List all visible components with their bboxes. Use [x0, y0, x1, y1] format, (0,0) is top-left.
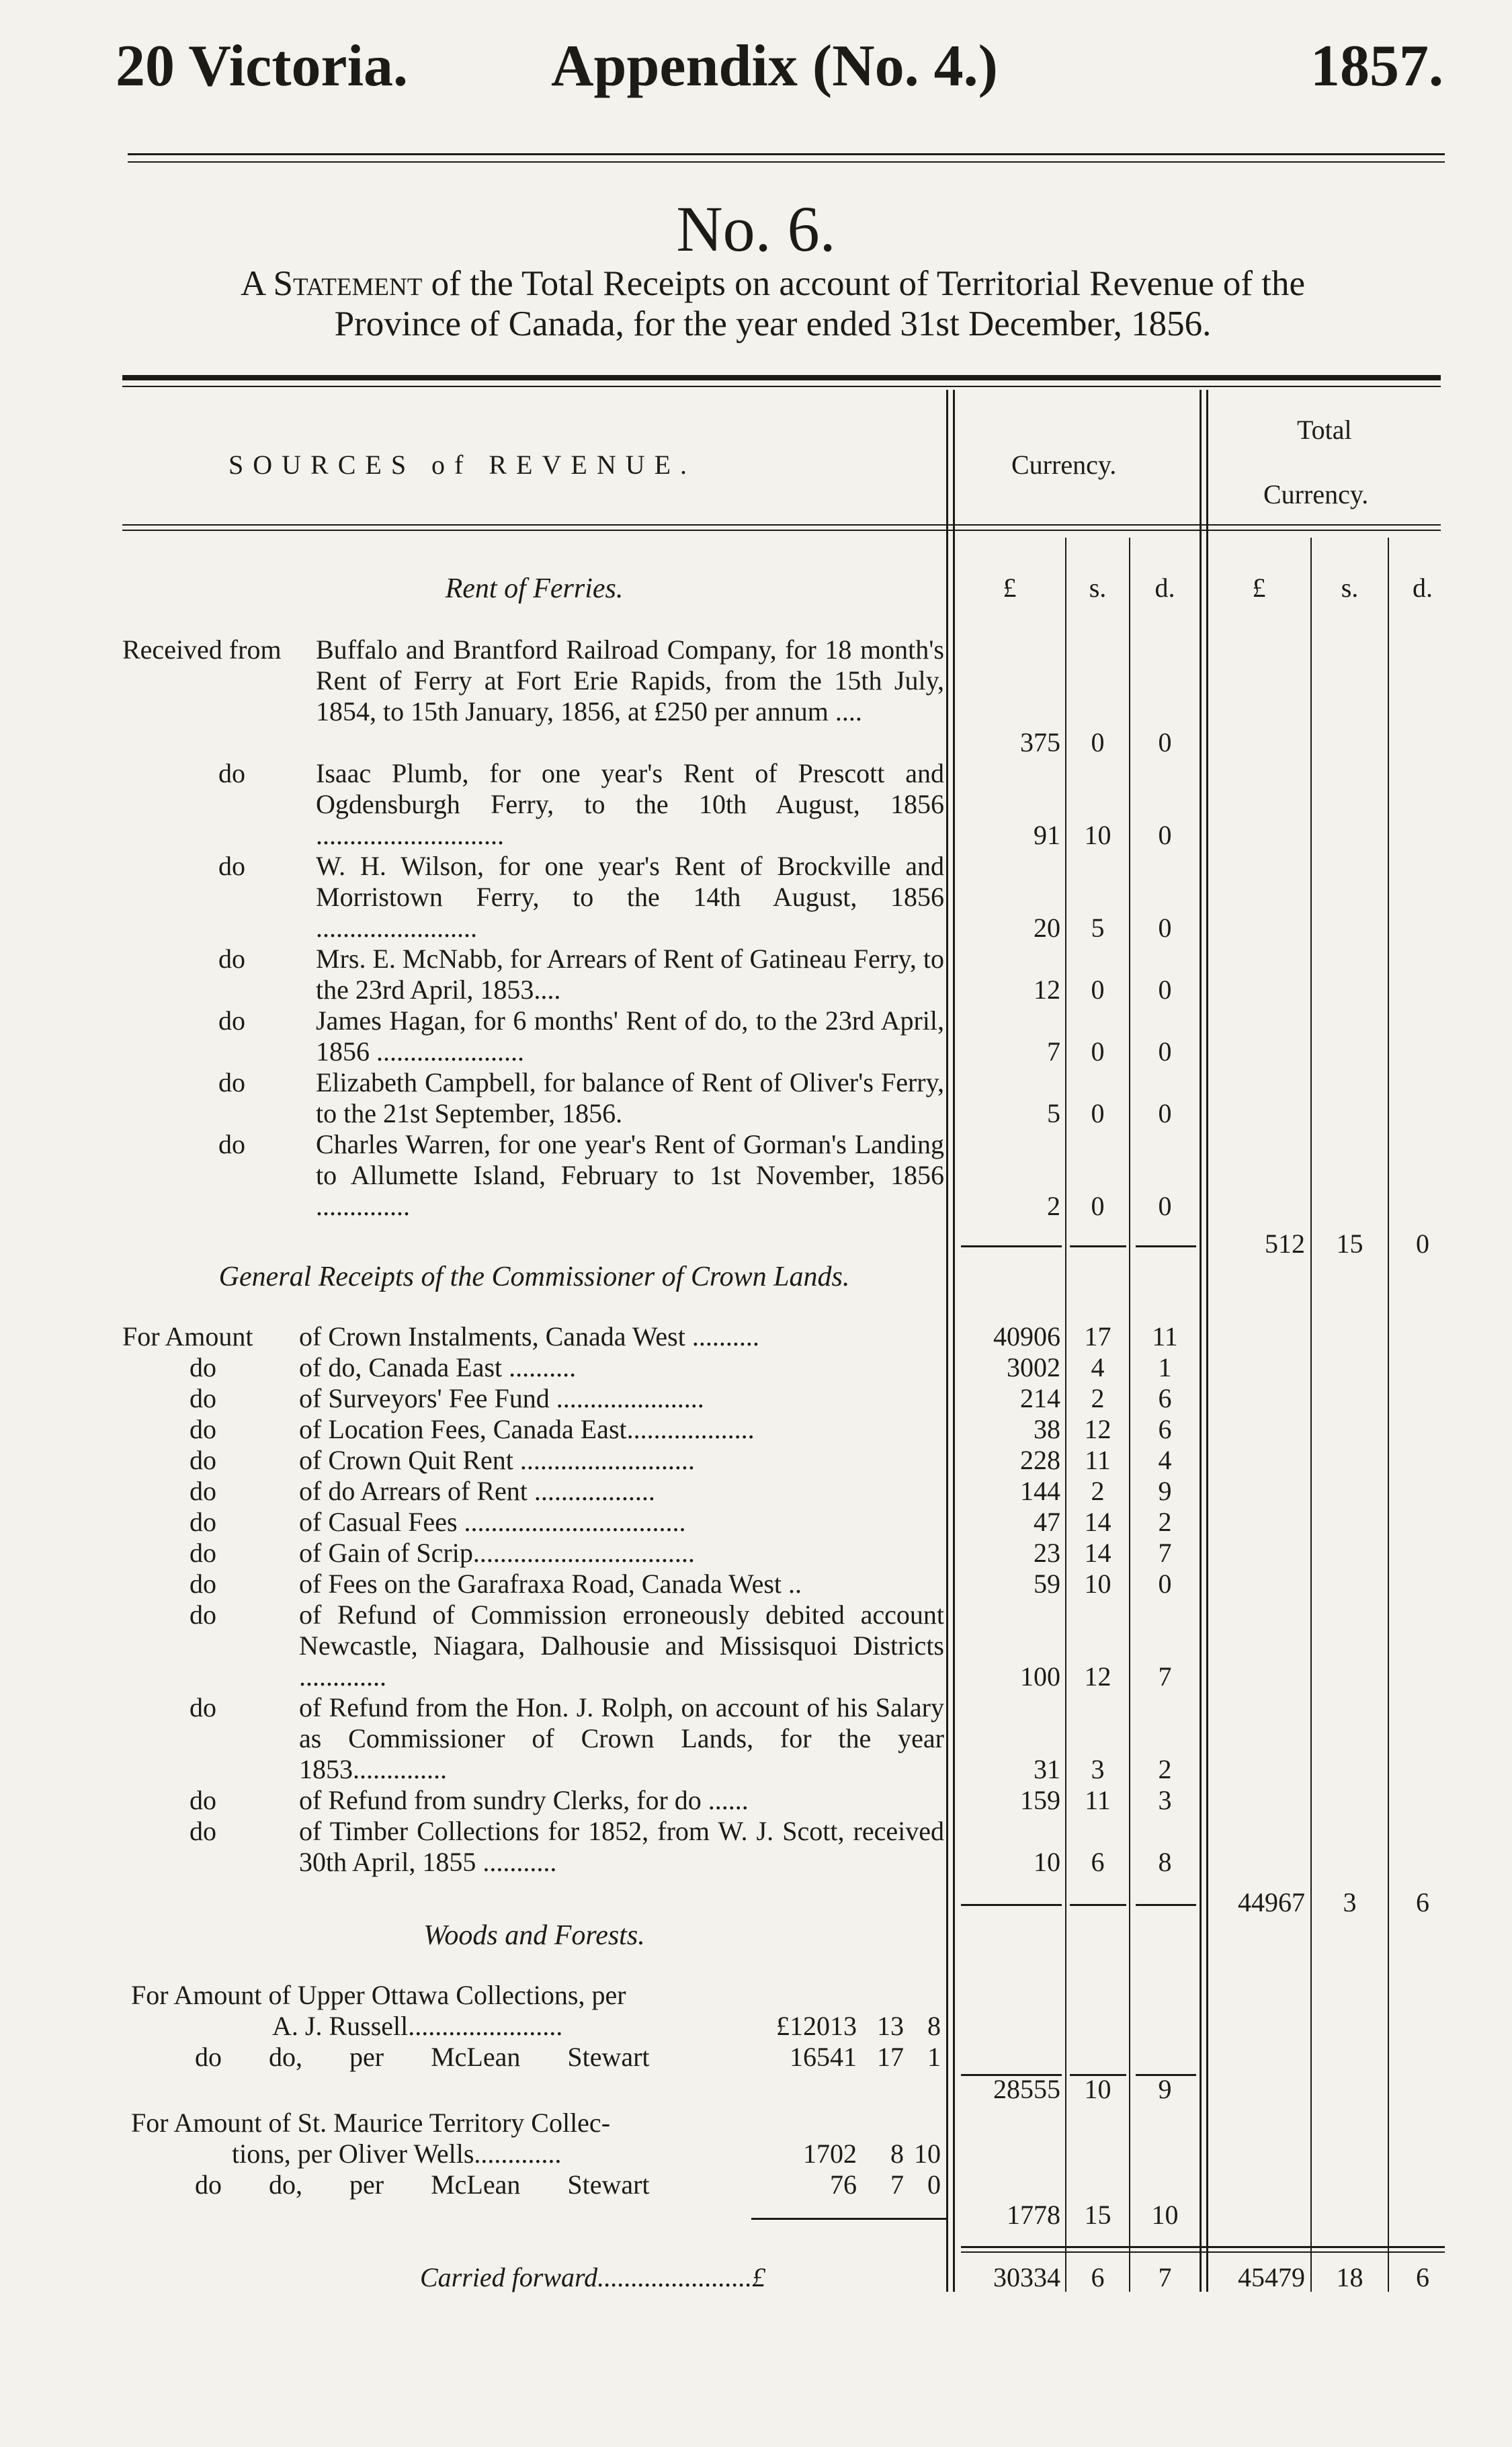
crown-total-pound: 44967	[1238, 1887, 1305, 1917]
ottawa-line-2: A. J. Russell.......................	[272, 2011, 563, 2041]
row-shilling: 0	[1091, 727, 1105, 757]
sub-head-total-pence: d.	[1413, 573, 1433, 603]
stmaurice-b-pound: 76	[830, 2169, 857, 2200]
carried-total-shilling: 18	[1336, 2262, 1363, 2292]
row-prefix: do	[190, 1538, 216, 1568]
crown-rule-l	[961, 1904, 1062, 1906]
row-shilling: 3	[1091, 1754, 1105, 1784]
ottawa-total-pound: 28555	[993, 2074, 1060, 2104]
ottawa-do-line: do do, per McLean Stewart	[195, 2042, 650, 2072]
stmaurice-line-1: For Amount of St. Maurice Territory Collec-	[131, 2108, 611, 2138]
row-pence: 2	[1158, 1507, 1172, 1537]
document-number: No. 6.	[676, 193, 836, 265]
row-pound: 20	[1034, 913, 1060, 943]
row-shilling: 12	[1084, 1661, 1111, 1692]
row-description: of Refund from the Hon. J. Rolph, on account of his Salary as Commissioner of Crown Lands, for the year 1853..............	[299, 1692, 944, 1784]
header-appendix: Appendix (No. 4.)	[551, 34, 998, 99]
ferries-rule-d	[1136, 1245, 1196, 1247]
row-shilling: 12	[1084, 1414, 1111, 1444]
section-ferries: Rent of Ferries.	[445, 573, 624, 604]
row-description: Mrs. E. McNabb, for Arrears of Rent of Gatineau Ferry, to the 23rd April, 1853....	[316, 944, 944, 1005]
row-pence: 8	[1158, 1847, 1172, 1877]
row-description: James Hagan, for 6 months' Rent of do, to the 23rd April, 1856 ......................	[316, 1005, 944, 1067]
carried-total-pound: 45479	[1238, 2262, 1305, 2292]
row-description: of do, Canada East ..........	[299, 1352, 577, 1382]
stmaurice-sub-rule	[751, 2218, 946, 2220]
row-pound: 214	[1020, 1383, 1060, 1413]
row-pound: 7	[1047, 1036, 1060, 1067]
row-shilling: 14	[1084, 1538, 1111, 1568]
row-pound: 10	[1034, 1847, 1060, 1877]
crown-rule-s	[1070, 1904, 1126, 1906]
row-prefix: do	[190, 1445, 216, 1475]
header-rule-2	[128, 161, 1445, 163]
row-description: of Refund of Commission erroneously debited account Newcastle, Niagara, Dalhousie and Missisquoi Districts .............	[299, 1600, 944, 1692]
col-head-total-currency: Currency.	[1263, 479, 1369, 509]
row-pence: 3	[1158, 1785, 1172, 1815]
title-line-2: Province of Canada, for the year ended 31st December, 1856.	[334, 304, 1212, 343]
row-prefix: do	[218, 944, 245, 974]
sub-head-total-pound: £	[1252, 573, 1266, 603]
section-woods: Woods and Forests.	[423, 1920, 645, 1951]
row-pound: 59	[1034, 1569, 1060, 1599]
col-rule-total-2	[1206, 390, 1208, 2292]
row-shilling: 14	[1084, 1507, 1111, 1537]
carried-forward-label: Carried forward.......................£	[420, 2262, 766, 2292]
ottawa-total-shilling: 10	[1084, 2074, 1111, 2104]
row-pound: 23	[1034, 1538, 1060, 1568]
table-top-rule-2	[122, 386, 1441, 387]
row-pence: 11	[1152, 1321, 1178, 1352]
table-top-rule	[122, 375, 1441, 380]
row-prefix: do	[218, 1005, 245, 1036]
col-rule-sources	[946, 390, 948, 2292]
row-shilling: 17	[1084, 1321, 1111, 1352]
sub-head-total-shilling: s.	[1341, 573, 1359, 603]
col-rule-total	[1200, 390, 1202, 2292]
row-prefix: do	[190, 1692, 216, 1723]
title-lead: A Statement	[240, 264, 423, 303]
row-pence: 0	[1158, 913, 1172, 943]
row-shilling: 10	[1084, 820, 1111, 850]
header-year: 1857.	[1310, 34, 1443, 99]
header-session: 20 Victoria.	[116, 34, 409, 99]
row-pence: 6	[1158, 1414, 1172, 1444]
row-description: of Location Fees, Canada East...................	[299, 1414, 755, 1444]
stmaurice-total-pence: 10	[1151, 2200, 1179, 2230]
ottawa-b-pence: 1	[927, 2042, 941, 2072]
document-title	[101, 263, 1445, 344]
row-prefix: do	[190, 1785, 216, 1815]
title-rest: of the Total Receipts on account of Territorial Revenue of the	[422, 264, 1306, 303]
ferries-intro: Received from	[122, 634, 282, 665]
row-pence: 4	[1158, 1445, 1172, 1475]
ottawa-total-pence: 9	[1158, 2074, 1172, 2104]
col-head-total: Total	[1297, 415, 1352, 445]
stmaurice-line-2: tions, per Oliver Wells.............	[232, 2139, 562, 2169]
stmaurice-a-shilling: 8	[890, 2139, 904, 2169]
row-prefix: do	[190, 1507, 216, 1537]
row-description: of do Arrears of Rent ..................	[299, 1476, 655, 1506]
crown-rule-d	[1136, 1904, 1196, 1906]
ottawa-line-1: For Amount of Upper Ottawa Collections, per	[131, 1980, 626, 2010]
row-description: of Fees on the Garafraxa Road, Canada West ..	[299, 1569, 802, 1599]
col-rule-total-d	[1388, 538, 1389, 2292]
section-crown-lands: General Receipts of the Commissioner of Crown Lands.	[218, 1261, 850, 1292]
row-pound: 100	[1020, 1661, 1060, 1692]
ferries-rule-s	[1070, 1245, 1126, 1247]
row-description: of Casual Fees .................................	[299, 1507, 686, 1537]
row-pence: 1	[1158, 1352, 1172, 1382]
crown-total-shilling: 3	[1343, 1887, 1357, 1917]
row-pound: 47	[1034, 1507, 1060, 1537]
row-shilling: 10	[1084, 1569, 1111, 1599]
row-shilling: 6	[1091, 1847, 1105, 1877]
row-description: W. H. Wilson, for one year's Rent of Brockville and Morristown Ferry, to the 14th August, 1856 ........................	[316, 851, 944, 943]
row-description: Charles Warren, for one year's Rent of Gorman's Landing to Allumette Island, February to 1st November, 1856 ..............	[316, 1129, 944, 1221]
row-prefix: do	[190, 1352, 216, 1382]
row-shilling: 5	[1091, 913, 1105, 943]
row-prefix: do	[190, 1600, 216, 1630]
carried-shilling: 6	[1091, 2262, 1105, 2292]
stmaurice-a-pence: 10	[914, 2139, 941, 2169]
row-shilling: 0	[1091, 1191, 1105, 1221]
carried-pound: 30334	[993, 2262, 1060, 2292]
row-pound: 228	[1020, 1445, 1060, 1475]
row-pound: 375	[1020, 727, 1060, 757]
header-bottom-rule	[122, 524, 1441, 526]
row-pence: 6	[1158, 1383, 1172, 1413]
row-prefix: do	[190, 1816, 216, 1846]
ottawa-a-pound: £12013	[776, 2011, 857, 2041]
row-prefix: do	[218, 1129, 245, 1159]
row-pence: 9	[1158, 1476, 1172, 1506]
col-rule-total-s	[1310, 538, 1312, 2292]
row-pence: 7	[1158, 1661, 1172, 1692]
carried-rule-2	[961, 2251, 1445, 2253]
row-pound: 5	[1047, 1098, 1060, 1128]
sub-head-shilling: s.	[1089, 573, 1107, 603]
row-description: of Crown Instalments, Canada West ..........	[299, 1321, 759, 1352]
sub-head-pence: d.	[1154, 573, 1175, 603]
row-description: of Timber Collections for 1852, from W. J. Scott, received 30th April, 1855 ...........	[299, 1816, 944, 1877]
crown-total-pence: 6	[1416, 1887, 1429, 1917]
carried-pence: 7	[1158, 2262, 1172, 2292]
row-prefix: do	[218, 1067, 245, 1097]
ferries-total-pence: 0	[1416, 1229, 1429, 1259]
ottawa-b-pound: 16541	[790, 2042, 857, 2072]
row-description: Buffalo and Brantford Railroad Company, for 18 month's Rent of Ferry at Fort Erie Rapids, from the 15th July, 1854, to 15th January, 1856, at £250 per annum ....	[316, 634, 944, 727]
row-pound: 40906	[993, 1321, 1060, 1352]
row-pound: 12	[1034, 974, 1060, 1005]
header-bottom-rule-2	[122, 530, 1441, 531]
row-prefix: do	[190, 1569, 216, 1599]
carried-rule	[961, 2246, 1445, 2248]
col-head-currency: Currency.	[1011, 450, 1117, 480]
row-prefix: For Amount	[122, 1321, 253, 1352]
stmaurice-do-line: do do, per McLean Stewart	[195, 2169, 650, 2200]
row-description: of Crown Quit Rent ..........................	[299, 1445, 695, 1475]
stmaurice-b-pence: 0	[927, 2169, 941, 2200]
stmaurice-total-shilling: 15	[1084, 2200, 1111, 2230]
sub-head-pound: £	[1003, 573, 1017, 603]
row-description: Isaac Plumb, for one year's Rent of Prescott and Ogdensburgh Ferry, to the 10th August, 1856 ............................	[316, 758, 944, 850]
row-pence: 0	[1158, 1036, 1172, 1067]
row-prefix: do	[190, 1414, 216, 1444]
row-pound: 159	[1020, 1785, 1060, 1815]
row-shilling: 4	[1091, 1352, 1105, 1382]
ottawa-a-shilling: 13	[877, 2011, 904, 2041]
ferries-total-shilling: 15	[1336, 1229, 1363, 1259]
stmaurice-a-pound: 1702	[803, 2139, 857, 2169]
row-shilling: 0	[1091, 1036, 1105, 1067]
row-prefix: do	[218, 851, 245, 881]
row-prefix: do	[190, 1383, 216, 1413]
row-pence: 2	[1158, 1754, 1172, 1784]
row-shilling: 0	[1091, 1098, 1105, 1128]
ferries-rule-l	[961, 1245, 1062, 1247]
col-head-sources: SOURCES of REVENUE.	[228, 450, 697, 480]
row-shilling: 2	[1091, 1476, 1105, 1506]
row-description: of Refund from sundry Clerks, for do ......	[299, 1785, 749, 1815]
carried-total-pence: 6	[1416, 2262, 1429, 2292]
row-pound: 144	[1020, 1476, 1060, 1506]
row-prefix: do	[218, 758, 245, 788]
row-pound: 91	[1034, 820, 1060, 850]
ferries-total-pound: 512	[1265, 1229, 1305, 1259]
row-shilling: 11	[1085, 1445, 1111, 1475]
row-pence: 0	[1158, 1569, 1172, 1599]
header-rule	[128, 153, 1445, 155]
stmaurice-total-pound: 1778	[1007, 2200, 1060, 2230]
row-prefix: do	[190, 1476, 216, 1506]
row-pound: 2	[1047, 1191, 1060, 1221]
row-pence: 7	[1158, 1538, 1172, 1568]
row-shilling: 11	[1085, 1785, 1111, 1815]
stmaurice-b-shilling: 7	[890, 2169, 904, 2200]
row-pence: 0	[1158, 727, 1172, 757]
row-pound: 3002	[1007, 1352, 1060, 1382]
row-pound: 38	[1034, 1414, 1060, 1444]
row-shilling: 0	[1091, 974, 1105, 1005]
row-pence: 0	[1158, 820, 1172, 850]
row-pence: 0	[1158, 1098, 1172, 1128]
row-description: Elizabeth Campbell, for balance of Rent of Oliver's Ferry, to the 21st September, 1856.	[316, 1067, 944, 1128]
ottawa-b-shilling: 17	[877, 2042, 904, 2072]
row-shilling: 2	[1091, 1383, 1105, 1413]
row-pence: 0	[1158, 1191, 1172, 1221]
row-pound: 31	[1034, 1754, 1060, 1784]
row-description: of Surveyors' Fee Fund ......................	[299, 1383, 704, 1413]
ottawa-a-pence: 8	[927, 2011, 941, 2041]
row-pence: 0	[1158, 974, 1172, 1005]
row-description: of Gain of Scrip.................................	[299, 1538, 695, 1568]
